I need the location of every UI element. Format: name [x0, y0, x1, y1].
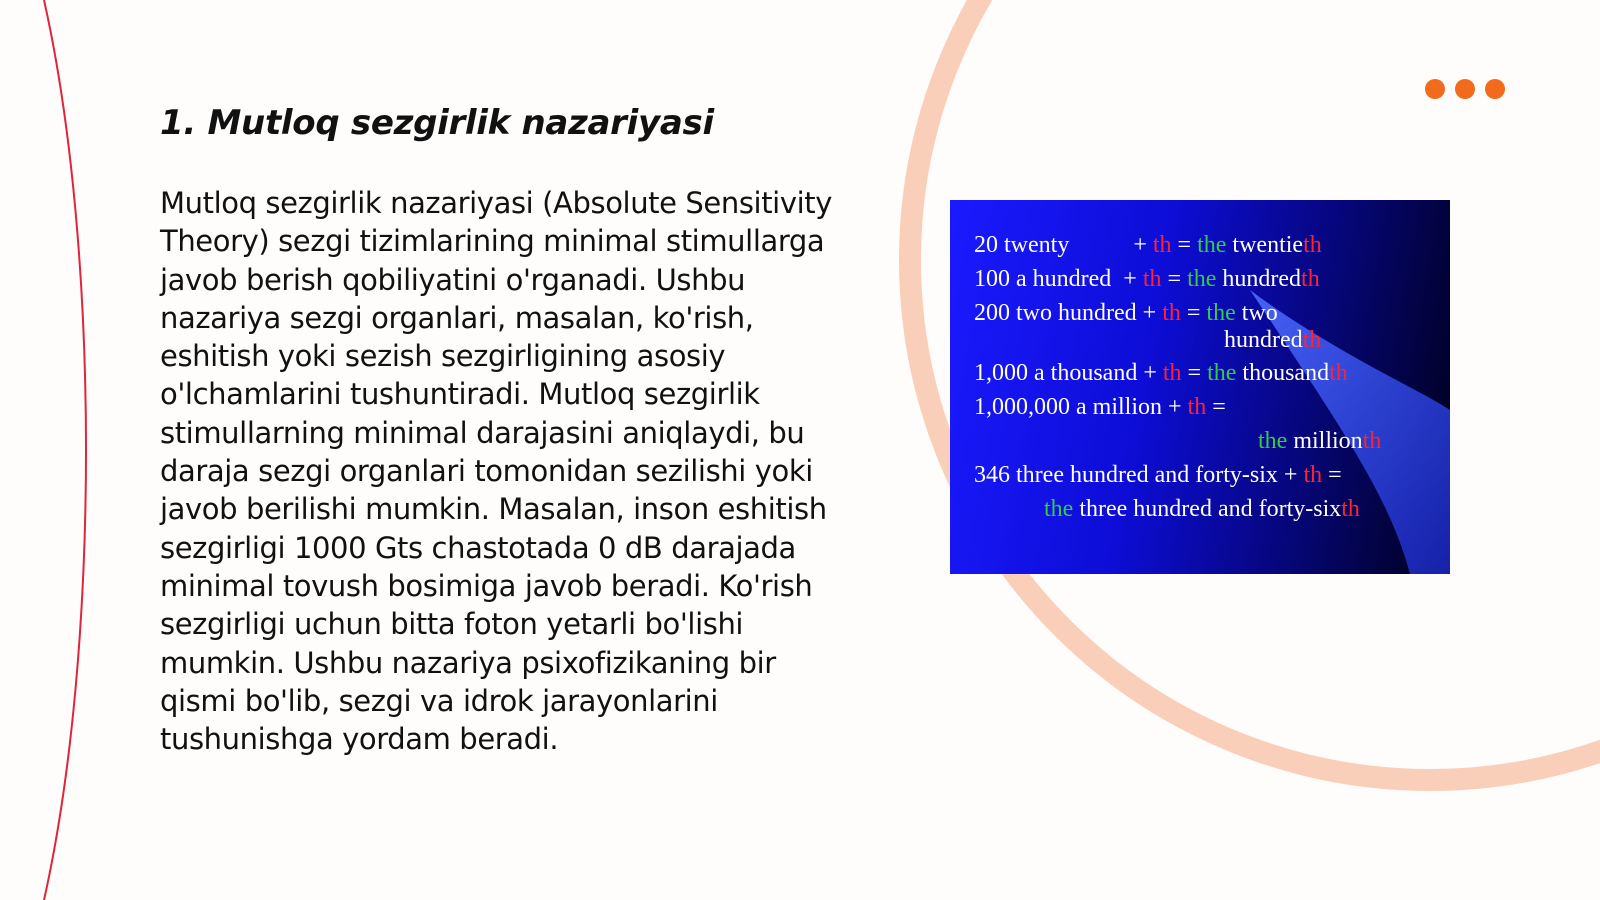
suffix-th: th — [1187, 394, 1207, 420]
suffix-th: th — [1142, 266, 1162, 292]
dot — [1485, 79, 1505, 99]
ordinal-row-continuation: the millionth — [1258, 428, 1382, 454]
article-the: the — [1187, 266, 1217, 292]
suffix-th: th — [1162, 360, 1182, 386]
ordinal-stem: million — [1293, 428, 1363, 454]
ordinal-stem: hundred — [1222, 266, 1302, 292]
article-the: the — [1197, 232, 1227, 258]
number-words: 1,000 a thousand — [974, 360, 1138, 386]
ordinal-row-continuation: hundredth — [1224, 327, 1322, 353]
ordinal-stem: three hundred and forty-six — [1079, 496, 1342, 522]
suffix-th: th — [1162, 300, 1181, 326]
ordinal-row: 1,000,000 a million + th = — [974, 394, 1226, 420]
ordinal-row: 100 a hundred + th = the hundredth — [974, 266, 1320, 292]
number-words: 100 a hundred — [974, 266, 1112, 292]
article-the: the — [1044, 496, 1074, 522]
suffix-th: th — [1152, 232, 1172, 258]
article-the: the — [1207, 360, 1237, 386]
number-words: 20 twenty — [974, 232, 1070, 258]
number-words: 346 three hundred and forty-six — [974, 462, 1278, 488]
ordinal-stem: thousand — [1242, 360, 1330, 386]
slide-title: 1. Mutloq sezgirlik nazariyasi — [160, 103, 714, 143]
ordinal-row: 346 three hundred and forty-six + th = — [974, 462, 1342, 488]
article-the: the — [1258, 428, 1288, 454]
ordinal-stem: two — [1241, 300, 1278, 326]
ordinal-stem: hundred — [1224, 327, 1303, 353]
dots-menu-icon — [1425, 79, 1505, 99]
dot — [1455, 79, 1475, 99]
left-red-curve — [44, 0, 86, 900]
ordinal-row: 20 twenty + th = the twentieth — [974, 232, 1322, 258]
ordinal-row-continuation: the three hundred and forty-sixth — [1044, 496, 1360, 522]
suffix-th: th — [1303, 462, 1323, 488]
number-words: 200 two hundred — [974, 300, 1137, 326]
dot — [1425, 79, 1445, 99]
article-the: the — [1206, 300, 1236, 326]
ordinal-row: 1,000 a thousand + th = the thousandth — [974, 360, 1348, 386]
ordinal-numbers-image — [950, 200, 1450, 574]
ordinal-stem: twentie — [1232, 232, 1304, 258]
ordinal-row: 200 two hundred + th = the two — [974, 300, 1278, 326]
slide-body-text: Mutloq sezgirlik nazariyasi (Absolute Sensitivity Theory) sezgi tizimlarining minimal stimullarga javob berish qobiliyatini o'rganadi. Ushbu nazariya sezgi organlari, masalan, ko'rish, eshitish yoki sezish sezgirligining asosiy o'lchamlarini tushuntiradi. Mutloq sezgirlik stimullarning minimal darajasini aniqlaydi, bu daraja sezgi organlari tomonidan sezilishi yoki javob berilishi mumkin. Masalan, inson eshitish sezgirligi 1000 Gts chastotada 0 dB darajada minimal tovush bosimiga javob beradi. Ko'rish sezgirligi uchun bitta foton yetarli bo'lishi mumkin. Ushbu nazariya psixofizikaning bir qismi bo'lib, sezgi va idrok jarayonlarini tushunishga yordam beradi. — [160, 186, 832, 757]
number-words: 1,000,000 a million — [974, 394, 1162, 420]
